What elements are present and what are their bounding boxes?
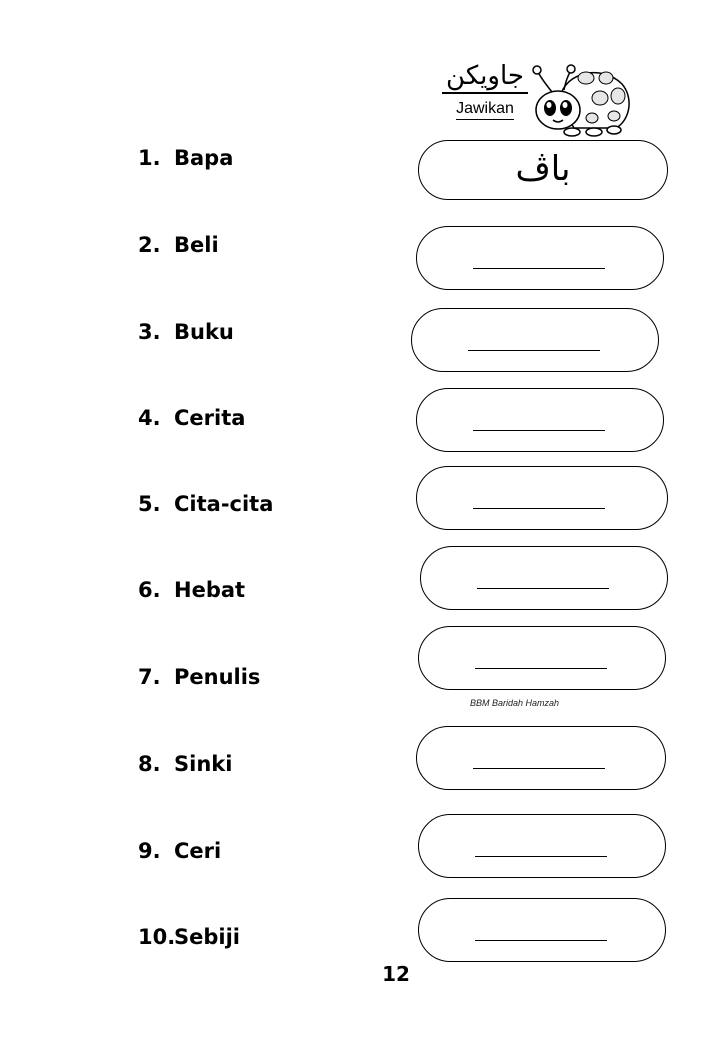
item-word: Bapa <box>174 146 234 170</box>
list-item <box>138 146 233 170</box>
ladybug-icon <box>530 58 632 142</box>
item-word: Hebat <box>174 578 246 602</box>
answer-text: باڤ <box>515 149 571 189</box>
jawi-title: جاويكن <box>442 60 528 94</box>
item-number: 8. <box>138 752 161 776</box>
credit-text: BBM Baridah Hamzah <box>470 698 560 708</box>
list-item <box>138 665 260 689</box>
answer-line <box>468 350 600 351</box>
item-number: 7. <box>138 665 161 689</box>
answer-box[interactable] <box>418 140 668 200</box>
list-item <box>138 406 245 430</box>
item-number: 3. <box>138 320 161 344</box>
answer-line <box>473 508 605 509</box>
answer-box[interactable] <box>418 814 666 878</box>
answer-box[interactable] <box>418 898 666 962</box>
answer-line <box>473 430 605 431</box>
answer-line <box>477 588 609 589</box>
item-number: 6. <box>138 578 161 602</box>
list-item <box>138 578 245 602</box>
item-word: Cita-cita <box>174 492 274 516</box>
page-number: 12 <box>382 962 410 986</box>
answer-line <box>475 668 607 669</box>
answer-box[interactable] <box>411 308 659 372</box>
answer-line <box>473 268 605 269</box>
answer-line <box>475 856 607 857</box>
list-item <box>138 925 240 949</box>
item-number: 5. <box>138 492 161 516</box>
answer-box[interactable] <box>416 226 664 290</box>
item-word: Sebiji <box>174 925 240 949</box>
item-number: 1. <box>138 146 161 170</box>
item-number: 10. <box>138 925 176 949</box>
item-word: Sinki <box>174 752 233 776</box>
item-word: Beli <box>174 233 219 257</box>
list-item <box>138 492 273 516</box>
answer-box[interactable] <box>418 626 666 690</box>
answer-box[interactable] <box>416 388 664 452</box>
item-number: 2. <box>138 233 161 257</box>
item-word: Cerita <box>174 406 246 430</box>
list-item <box>138 752 232 776</box>
list-item <box>138 233 219 257</box>
worksheet-title: Jawikan <box>456 100 514 120</box>
item-number: 9. <box>138 839 161 863</box>
item-word: Ceri <box>174 839 222 863</box>
item-word: Buku <box>174 320 234 344</box>
worksheet-header <box>430 60 540 120</box>
answer-line <box>473 768 605 769</box>
list-item <box>138 320 234 344</box>
list-item <box>138 839 221 863</box>
answer-box[interactable] <box>416 726 666 790</box>
answer-box[interactable] <box>420 546 668 610</box>
item-word: Penulis <box>174 665 261 689</box>
answer-box[interactable] <box>416 466 668 530</box>
answer-line <box>475 940 607 941</box>
item-number: 4. <box>138 406 161 430</box>
